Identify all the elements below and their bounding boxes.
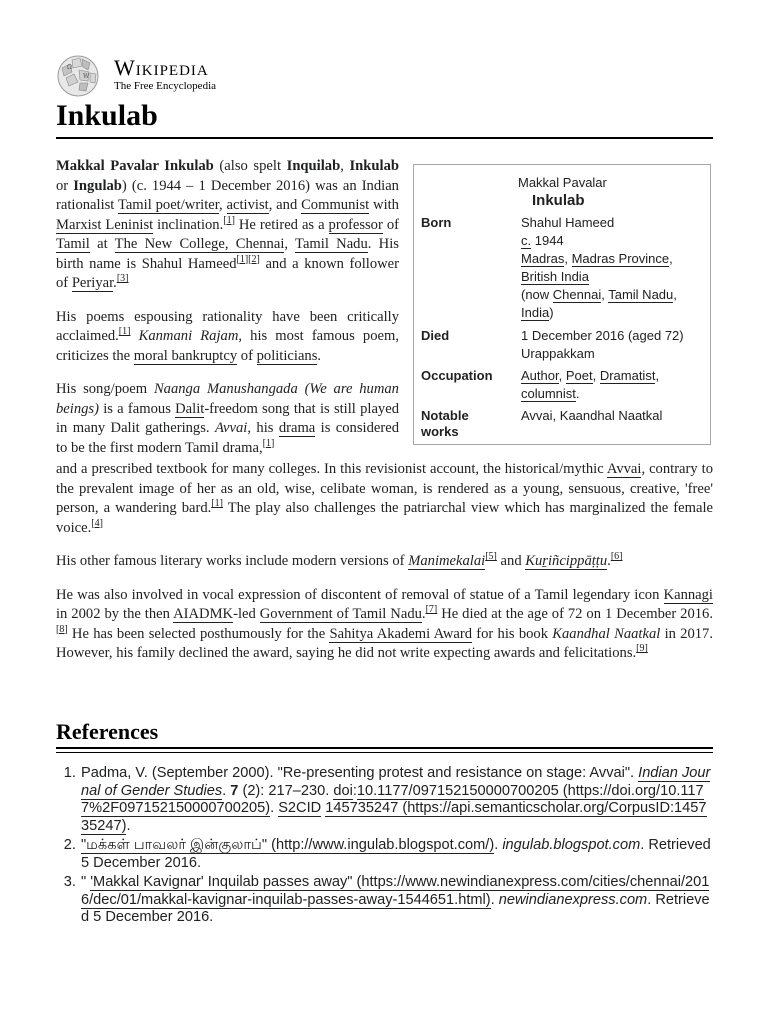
text: , his most famous poem, criticizes the [56, 328, 399, 364]
link-moral-bankruptcy[interactable]: moral bankruptcy [133, 347, 238, 364]
citation-link[interactable]: [3] [116, 273, 129, 285]
citation-link[interactable]: [1] [223, 214, 235, 226]
references-divider-thin [56, 752, 713, 753]
link-journal[interactable]: Indian Journal of Gender Studies [81, 765, 711, 799]
svg-text:W: W [83, 73, 90, 80]
work-title: Naanga Manushangada (We are human beings) [56, 381, 399, 417]
infobox-name: Inkulab [532, 192, 585, 209]
work-title: Kaandhal Naatkal [552, 625, 661, 642]
subject-name: Makkal Pavalar Inkulab [56, 158, 214, 174]
site-name: newindianexpress.com [498, 891, 648, 908]
link-news-article[interactable]: 'Makkal Kavignar' Inquilab passes away" (https://www.newindianexpress.com/cities/chennai/2016/dec/01/makkal-kavignar-inquilab-passes-away-1544651.html) [81, 874, 710, 908]
text: He died at the age of 72 on 1 December 2016. [437, 606, 714, 622]
text: . [222, 782, 231, 799]
infobox-died-label: Died [421, 328, 450, 343]
text: . Retrieved 5 December 2016. [81, 837, 711, 871]
references-divider [56, 747, 713, 749]
link-drama[interactable]: drama [278, 420, 316, 436]
text: inclination. [153, 216, 224, 233]
link-tamil-nadu[interactable]: Tamil Nadu [295, 236, 368, 252]
text: , his [247, 420, 279, 436]
infobox-occupation-label: Occupation [421, 368, 493, 383]
citation-link[interactable]: [1] [118, 326, 131, 338]
text: at [89, 236, 115, 252]
link-tamil-nadu[interactable]: Tamil Nadu [608, 287, 674, 302]
link-dramatist[interactable]: Dramatist [599, 368, 656, 383]
link-s2cid-label[interactable]: S2CID [278, 800, 322, 816]
text: His poems espousing rationality have been critically acclaimed. [56, 308, 399, 344]
article-body [56, 460, 713, 678]
text: . [317, 347, 322, 364]
infobox [413, 164, 711, 445]
text: of [237, 347, 257, 364]
link-madras-province[interactable]: Madras Province [571, 251, 670, 266]
paragraph-intro [56, 157, 399, 294]
text: , [340, 158, 350, 174]
text: for his book [472, 625, 553, 642]
paragraph-poems [56, 308, 399, 367]
died-place: Urappakkam [521, 346, 595, 361]
link-doi-label[interactable]: doi [333, 782, 353, 799]
work-title: Avvai [214, 420, 248, 436]
link-aiadmk[interactable]: AIADMK [173, 606, 234, 622]
link-chennai[interactable]: Chennai [552, 287, 602, 302]
text: " [81, 874, 91, 890]
text: , contrary to the prevalent image of her as an old, wise, celibate woman, is rendered as a young, sensuous, creative, 'free' person, a wandering bard. [56, 461, 714, 516]
paragraph-later-life [56, 586, 713, 664]
text: His other famous literary works include modern versions of [56, 553, 409, 569]
link-blog[interactable]: "மக்கள் பாவலர் இன்குலாப்" (http://www.ingulab.blogspot.com/) [81, 837, 495, 853]
text: is considered to be the first modern Tamil drama, [56, 420, 399, 456]
page-title: Inkulab [56, 99, 158, 132]
text: , and [268, 197, 302, 213]
text: . [490, 891, 499, 908]
svg-text:Ω: Ω [67, 64, 72, 71]
link-author[interactable]: Author [521, 368, 559, 383]
site-name: ingulab.blogspot.com [502, 837, 641, 853]
link-periyar[interactable]: Periyar [71, 275, 114, 291]
link-politicians[interactable]: politicians [256, 347, 318, 364]
citation-link[interactable]: [8] [56, 623, 68, 635]
paragraph-literary-works [56, 552, 713, 572]
link-tamil-poet[interactable]: Tamil poet/writer [117, 197, 220, 213]
volume: 7 [230, 782, 239, 799]
sep: , [673, 287, 677, 302]
text: : [352, 782, 357, 799]
citation-link[interactable]: [9] [636, 643, 648, 655]
reference-item [80, 874, 713, 927]
sep: , [655, 368, 660, 383]
wikipedia-logo[interactable] [56, 54, 356, 98]
text: -freedom song that is still played in many Dalit gatherings. [56, 400, 399, 436]
text: . [126, 817, 131, 834]
died-date: 1 December 2016 (aged 72) [521, 328, 684, 343]
text: (2): 217–230. [238, 782, 334, 799]
text: The play also challenges the patriarchal view which has marginalized the female voice. [56, 500, 713, 536]
link-professor[interactable]: professor [328, 216, 383, 233]
infobox-works-label: Notable works [421, 408, 469, 439]
link-kurincippattu[interactable]: Kuṟiñcippāṭṭu [525, 553, 608, 569]
text: in 2017. However, his family declined the award, saying he did not write expecting awards and felicitations. [56, 625, 714, 661]
citation-link[interactable]: [1] [236, 253, 249, 265]
citation-link[interactable]: [2] [248, 253, 260, 265]
text: and [496, 553, 526, 569]
reference-list [56, 765, 713, 929]
link-british-india[interactable]: British India [521, 269, 589, 284]
sep: , [564, 251, 572, 266]
link-doi[interactable]: 10.1177/097152150000700205 (https://doi.org/10.1177%2F097152150000700205) [81, 782, 704, 816]
text: in 2002 by the then [56, 606, 174, 622]
link-kannagi[interactable]: Kannagi [663, 586, 713, 603]
text: . [421, 606, 426, 622]
born-year: 1944 [531, 233, 564, 248]
citation-link[interactable]: [1] [262, 437, 275, 449]
sep: . [575, 386, 580, 401]
text: of [382, 216, 399, 233]
citation-link[interactable]: [4] [91, 517, 103, 529]
link-new-college[interactable]: The New College, Chennai [114, 236, 285, 252]
text: . His birth name is Shahul Hameed [56, 236, 399, 272]
sep: ) [549, 305, 554, 320]
citation-link[interactable]: [5] [485, 551, 497, 563]
text: His song/poem [56, 381, 154, 397]
link-activist[interactable]: activist [226, 197, 269, 213]
text: . [607, 553, 611, 569]
reference-item [80, 765, 713, 835]
alt-name: Inquilab [286, 158, 341, 174]
text: is a famous [98, 400, 176, 417]
wikipedia-wordmark: Wikipedia [114, 55, 209, 80]
text: -led [233, 606, 260, 622]
citation-link[interactable]: [7] [425, 604, 438, 616]
sep: , [558, 368, 566, 383]
link-poet[interactable]: Poet [565, 368, 593, 383]
citation-link[interactable]: [1] [211, 498, 223, 510]
text: . [494, 837, 503, 853]
wikipedia-tagline: The Free Encyclopedia [114, 80, 217, 92]
link-dalit[interactable]: Dalit [175, 400, 205, 417]
text: and a prescribed textbook for many colleges. In this revisionist account, the historical/mythic [56, 461, 607, 477]
link-government-of-tamil-nadu[interactable]: Government of Tamil Nadu [259, 606, 422, 622]
text: . [113, 275, 117, 291]
text: and a known follower of [56, 255, 399, 291]
paragraph-song-start [56, 380, 399, 458]
born-now: (now [521, 287, 553, 302]
text: with [369, 197, 399, 213]
text: He was also involved in vocal expression of discontent of removal of statue of a Tamil legendary icon [56, 586, 664, 603]
alt-name: Inkulab [349, 158, 399, 174]
link-india[interactable]: India [521, 305, 550, 320]
sep: , [592, 368, 600, 383]
circa-abbr[interactable]: c. [521, 233, 532, 248]
text: He retired as a [234, 216, 329, 233]
link-marxist-leninist[interactable]: Marxist Leninist [56, 216, 154, 233]
alt-name: Ingulab [73, 177, 122, 194]
link-tamil[interactable]: Tamil [56, 236, 90, 252]
infobox-died-value [521, 327, 706, 363]
citation-link[interactable]: [6] [610, 551, 623, 563]
title-divider [56, 137, 713, 139]
infobox-above: Makkal Pavalar [518, 175, 607, 190]
text: ) (c. 1944 – 1 December 2016) was an Indian rationalist [56, 177, 399, 213]
infobox-works-value: Avvai, Kaandhal Naatkal [521, 408, 663, 423]
reference-item [80, 837, 713, 872]
paragraph-song-end [56, 460, 713, 538]
link-communist[interactable]: Communist [301, 197, 370, 213]
text: . Retrieved 5 December 2016. [81, 891, 710, 925]
link-madras[interactable]: Madras [521, 251, 565, 266]
references-heading: References [56, 719, 159, 744]
text: (also spelt [213, 158, 287, 174]
text: He has been selected posthumously for the [67, 625, 330, 642]
text: , [219, 197, 227, 213]
sep: , [601, 287, 609, 302]
link-sahitya-akademi-award[interactable]: Sahitya Akademi Award [329, 625, 473, 642]
born-name: Shahul Hameed [521, 215, 615, 230]
article-lead [56, 157, 399, 458]
link-avvai[interactable]: Avvai [606, 461, 642, 477]
text: or [56, 177, 74, 194]
infobox-occupation-value [521, 367, 706, 403]
sep: , [669, 251, 673, 266]
link-s2cid[interactable]: 145735247 (https://api.semanticscholar.org/CorpusID:145735247) [81, 800, 707, 834]
link-columnist[interactable]: columnist [521, 386, 576, 401]
text: Padma, V. (September 2000). "Re-presenting protest and resistance on stage: Avvai". [81, 765, 639, 781]
link-manimekalai[interactable]: Manimekalai [408, 553, 486, 569]
infobox-born-label: Born [421, 215, 452, 230]
wikipedia-globe-icon [56, 54, 106, 98]
work-title: Kanmani Rajam [138, 328, 239, 344]
infobox-born-value [521, 214, 706, 322]
text: , [284, 236, 296, 252]
text: . [270, 800, 279, 816]
text [130, 328, 138, 344]
